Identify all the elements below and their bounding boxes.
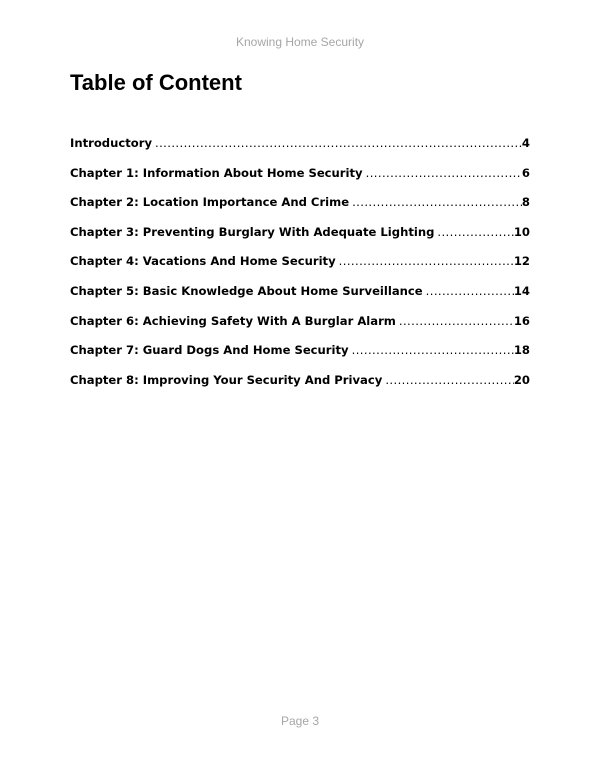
toc-entry-chapter-2[interactable] bbox=[70, 195, 530, 225]
toc-entry-label: Chapter 6: Achieving Safety With A Burglar Alarm bbox=[70, 313, 396, 328]
toc-entry-label: Chapter 2: Location Importance And Crime bbox=[70, 195, 350, 210]
toc-list bbox=[70, 136, 530, 402]
toc-entry-page: 8 bbox=[521, 195, 530, 210]
toc-dot-leader bbox=[336, 254, 514, 268]
toc-entry-label: Chapter 5: Basic Knowledge About Home Surveillance bbox=[70, 283, 423, 298]
toc-dot-leader bbox=[423, 284, 514, 298]
running-header: Knowing Home Security bbox=[235, 35, 365, 49]
toc-entry-page: 14 bbox=[513, 283, 530, 298]
toc-title: Table of Content bbox=[70, 70, 242, 95]
toc-dot-leader bbox=[396, 314, 514, 328]
page-number-footer: Page 3 bbox=[280, 714, 320, 728]
toc-dot-leader bbox=[152, 136, 522, 150]
toc-entry-page: 10 bbox=[513, 224, 530, 239]
toc-entry-label: Chapter 8: Improving Your Security And Privacy bbox=[70, 372, 383, 387]
toc-dot-leader bbox=[349, 343, 514, 357]
toc-entry-chapter-1[interactable] bbox=[70, 166, 530, 196]
toc-entry-chapter-4[interactable] bbox=[70, 254, 530, 284]
toc-entry-chapter-6[interactable] bbox=[70, 314, 530, 344]
toc-entry-label: Introductory bbox=[70, 136, 152, 150]
toc-entry-page: 6 bbox=[521, 165, 530, 180]
toc-entry-page: 12 bbox=[513, 254, 530, 269]
toc-entry-page: 4 bbox=[521, 136, 530, 150]
toc-entry-chapter-7[interactable] bbox=[70, 343, 530, 373]
toc-entry-page: 20 bbox=[513, 372, 530, 387]
toc-dot-leader bbox=[434, 225, 513, 239]
toc-dot-leader bbox=[382, 373, 514, 387]
toc-entry-chapter-8[interactable] bbox=[70, 373, 530, 403]
toc-dot-leader bbox=[363, 166, 522, 180]
toc-entry-page: 18 bbox=[513, 343, 530, 358]
toc-entry-label: Chapter 7: Guard Dogs And Home Security bbox=[70, 343, 349, 358]
toc-entry-label: Chapter 4: Vacations And Home Security bbox=[70, 254, 336, 269]
toc-entry-label: Chapter 1: Information About Home Security bbox=[70, 165, 363, 180]
toc-entry-chapter-3[interactable] bbox=[70, 225, 530, 255]
toc-entry-page: 16 bbox=[513, 313, 530, 328]
toc-entry-label: Chapter 3: Preventing Burglary With Adequate Lighting bbox=[70, 224, 435, 239]
toc-entry-introductory[interactable] bbox=[70, 136, 530, 166]
toc-entry-chapter-5[interactable] bbox=[70, 284, 530, 314]
toc-dot-leader bbox=[349, 195, 522, 209]
